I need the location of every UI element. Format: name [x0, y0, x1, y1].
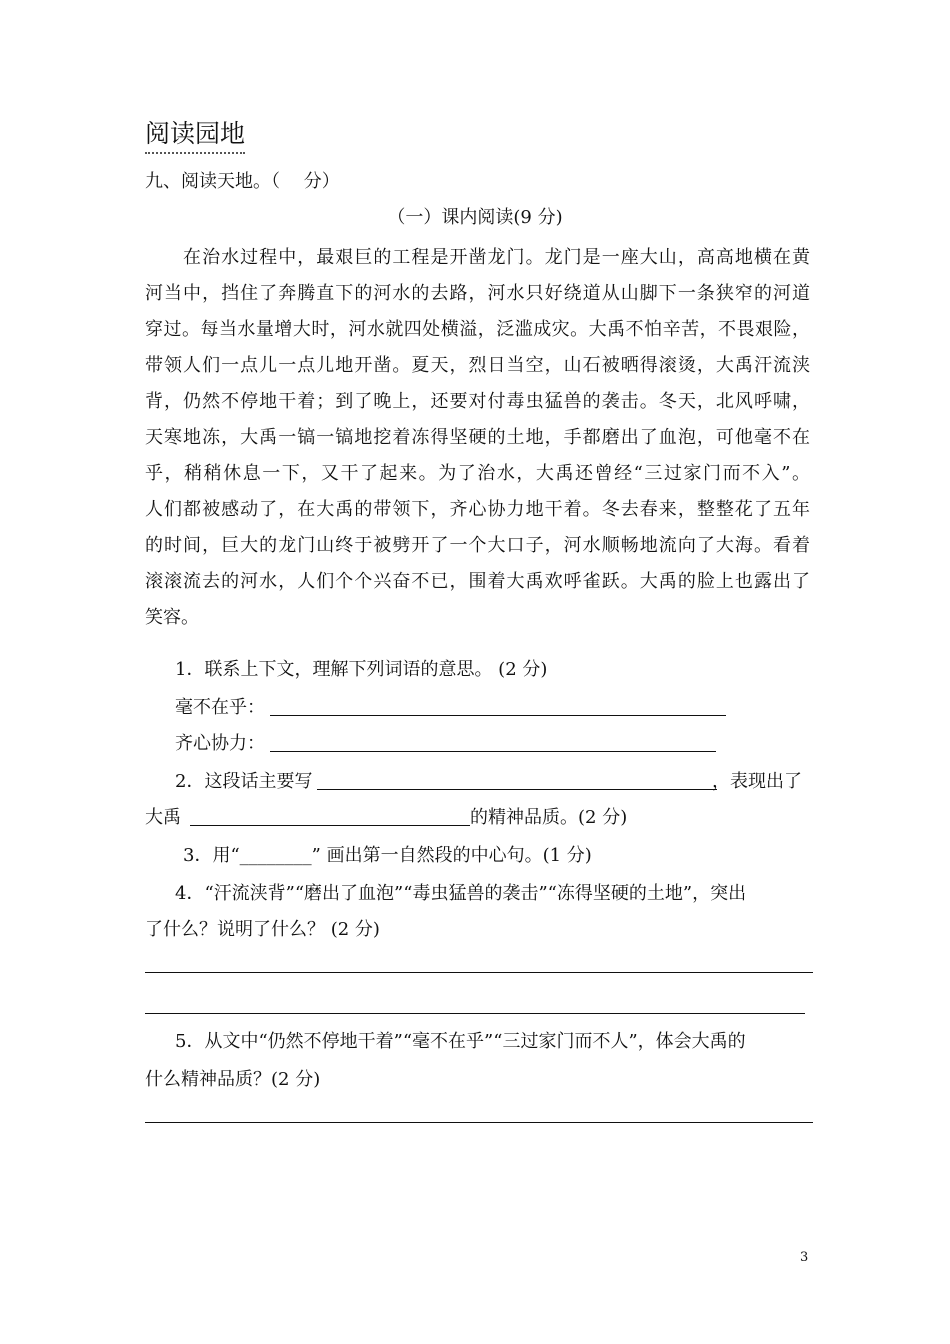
section-title: 阅读园地	[145, 117, 245, 154]
q1-prompt: 1．联系上下文，理解下列词语的意思。 (2 分)	[175, 659, 548, 680]
passage-line: 乎，稍稍休息一下，又干了起来。为了治水，大禹还曾经“三过家门而不入”。	[145, 463, 810, 484]
passage-line: 河当中，挡住了奔腾直下的河水的去路，河水只好绕道从山脚下一条狭窄的河道	[145, 283, 810, 304]
q5-answer-line[interactable]	[145, 1122, 813, 1123]
passage-line: 滚滚流去的河水，人们个个兴奋不已，围着大禹欢呼雀跃。大禹的脸上也露出了	[145, 571, 810, 592]
passage-line: 人们都被感动了，在大禹的带领下，齐心协力地干着。冬去春来，整整花了五年	[145, 499, 810, 520]
q1-term2-label: 齐心协力：	[175, 733, 265, 754]
q4-prompt-line2: 了什么？说明了什么？ (2 分)	[145, 919, 380, 940]
passage-line: 的时间，巨大的龙门山终于被劈开了一个大口子，河水顺畅地流向了大海。看着	[145, 535, 810, 556]
passage-line: 背，仍然不停地干着；到了晚上，还要对付毒虫猛兽的袭击。冬天，北风呼啸，	[145, 391, 810, 412]
q2-answer-line-1[interactable]	[317, 789, 717, 790]
q1-term1-answer-line[interactable]	[270, 715, 726, 716]
q4-answer-line-1[interactable]	[145, 972, 813, 973]
q4-answer-line-2[interactable]	[145, 1013, 805, 1014]
q3-prompt	[183, 844, 592, 868]
q3-prompt-start: 3．用“	[183, 845, 240, 866]
q2-answer-line-2[interactable]	[190, 825, 470, 826]
q5-prompt-line1: 5．从文中“仍然不停地干着”“毫不在乎”“三过家门而不人”，体会大禹的	[175, 1031, 746, 1052]
q2-prompt-subject: 大禹	[145, 807, 181, 828]
reading-passage	[145, 240, 810, 636]
question-heading: 九、阅读天地。（ 分）	[145, 171, 340, 192]
q1-term1-label: 毫不在乎：	[175, 697, 265, 718]
q5-prompt-line2: 什么精神品质？(2 分)	[145, 1069, 321, 1090]
passage-line: 在治水过程中，最艰巨的工程是开凿龙门。龙门是一座大山，高高地横在黄	[145, 247, 810, 268]
q2-prompt-middle: ，表现出了	[712, 771, 802, 792]
passage-line: 笑容。	[145, 607, 199, 628]
q2-prompt-start: 2．这段话主要写	[175, 771, 313, 792]
page-number: 3	[800, 1250, 809, 1265]
q4-prompt-line1: 4．“汗流浃背”“磨出了血泡”“毒虫猛兽的袭击”“冻得坚硬的土地”，突出	[175, 883, 747, 904]
passage-line: 带领人们一点儿一点儿地开凿。夏天，烈日当空，山石被晒得滚烫，大禹汗流浃	[145, 355, 810, 376]
sub-heading: （一）课内阅读(9 分)	[387, 207, 563, 228]
passage-line: 穿过。每当水量增大时，河水就四处横溢，泛滥成灾。大禹不怕辛苦，不畏艰险，	[145, 319, 810, 340]
q1-term2-answer-line[interactable]	[270, 751, 716, 752]
q3-underline-sample: ________	[239, 845, 312, 866]
q3-prompt-end: ” 画出第一自然段的中心句。(1 分)	[311, 845, 592, 866]
q2-prompt-end: 的精神品质。(2 分)	[470, 807, 628, 828]
passage-line: 天寒地冻，大禹一镐一镐地挖着冻得坚硬的土地，手都磨出了血泡，可他毫不在	[145, 427, 810, 448]
